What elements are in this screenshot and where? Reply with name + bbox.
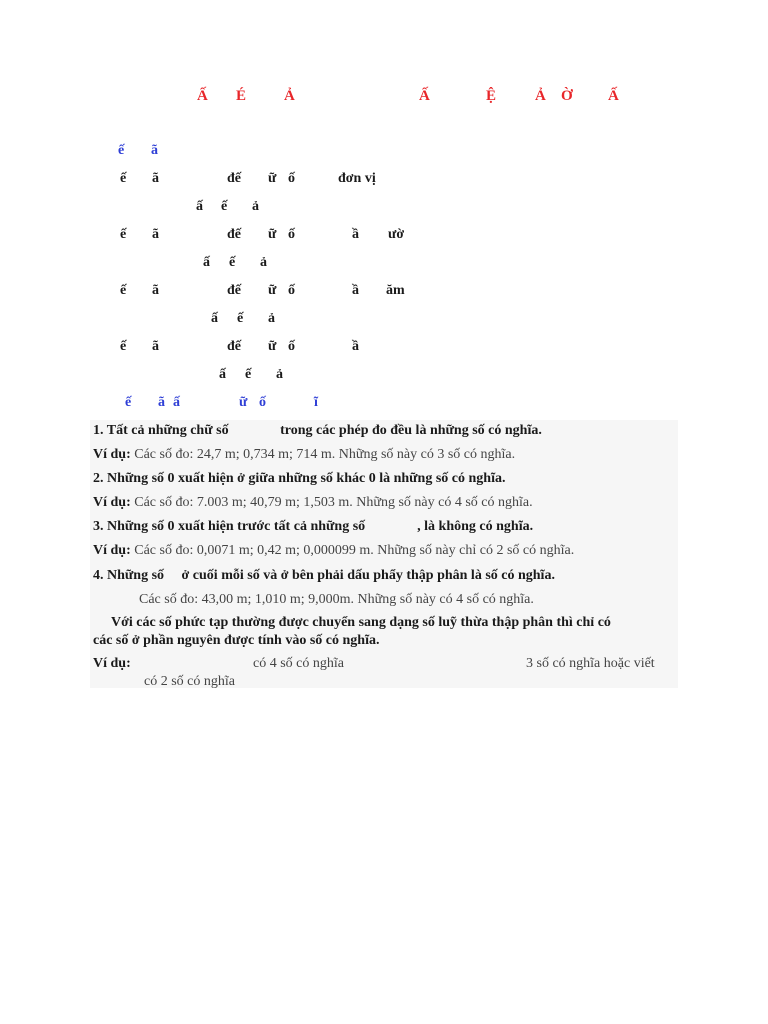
row-fragment: đế — [227, 227, 241, 242]
row-sub-fragment: ế — [229, 255, 236, 270]
rule-2-example — [93, 495, 533, 511]
rule-text: 2. Những số 0 xuất hiện ở giữa những số khác 0 là những số có nghĩa. — [93, 471, 506, 486]
row-fragment: ế — [120, 339, 127, 354]
title-fragment: Ả — [535, 88, 546, 104]
row-fragment: ữ — [268, 283, 277, 298]
row-fragment: ã — [152, 283, 159, 298]
row-fragment: ăm — [386, 283, 405, 298]
row-fragment: ã — [152, 339, 159, 354]
row-fragment: ầ — [352, 283, 359, 298]
row-fragment: ã — [152, 171, 159, 186]
row-sub-fragment: ả — [252, 199, 259, 214]
example-label: Ví dụ: — [93, 447, 131, 462]
row-fragment: đế — [227, 171, 241, 186]
row-sub-fragment: ả — [260, 255, 267, 270]
section-heading-fragment: ã — [158, 395, 165, 410]
section-heading-fragment: ữ — [239, 395, 248, 410]
last-example-b: 3 số có nghĩa hoặc viết — [526, 656, 655, 671]
row-fragment: ế — [120, 227, 127, 242]
paragraph-text: các số ở phần nguyên được tính vào số có nghĩa. — [93, 633, 380, 648]
row-fragment: ố — [288, 171, 295, 186]
row-fragment: ữ — [268, 339, 277, 354]
rule-text: 3. Những số 0 xuất hiện trước tất cả những số — [93, 519, 366, 534]
example-text: Các số đo: 0,0071 m; 0,42 m; 0,000099 m. Những số này chỉ có 2 số có nghĩa. — [134, 543, 575, 558]
paragraph-line-1 — [111, 615, 611, 631]
row-sub-fragment: ế — [245, 367, 252, 382]
paragraph-text: Với các số phức tạp thường được chuyển sang dạng số luỹ thừa thập phân thì chỉ có — [111, 615, 611, 630]
row-fragment: ế — [120, 283, 127, 298]
title-fragment: Ờ — [561, 88, 573, 104]
section-heading-fragment: ế — [125, 395, 132, 410]
row-fragment: ố — [288, 283, 295, 298]
row-fragment: đơn vị — [338, 171, 376, 186]
title-fragment: Ả — [284, 88, 295, 104]
row-fragment: ầ — [352, 227, 359, 242]
title-fragment: Ấ — [197, 88, 208, 104]
rule-2-title — [93, 471, 505, 487]
rule-1-title — [93, 423, 542, 439]
row-fragment: ố — [288, 227, 295, 242]
example-text: Các số đo: 7.003 m; 40,79 m; 1,503 m. Những số này có 4 số có nghĩa. — [134, 495, 533, 510]
section-heading-fragment: ĩ — [314, 395, 318, 410]
row-fragment: ế — [120, 171, 127, 186]
last-example-c: có 2 số có nghĩa — [144, 674, 235, 689]
row-fragment: ã — [152, 227, 159, 242]
rule-3-title — [93, 519, 533, 535]
rule-text: 1. Tất cả những chữ số — [93, 423, 229, 438]
example-text: Các số đo: 43,00 m; 1,010 m; 9,000m. Những số này có 4 số có nghĩa. — [139, 592, 534, 607]
row-fragment: đế — [227, 283, 241, 298]
example-text: Các số đo: 24,7 m; 0,734 m; 714 m. Những số này có 3 số có nghĩa. — [134, 447, 516, 462]
example-label: Ví dụ: — [93, 495, 131, 510]
example-label: Ví dụ: — [93, 656, 131, 671]
title-fragment: Ấ — [419, 88, 430, 104]
row-sub-fragment: ế — [237, 311, 244, 326]
example-label: Ví dụ: — [93, 543, 131, 558]
row-sub-fragment: ấ — [219, 367, 226, 382]
rule-text: ở cuối mỗi số và ở bên phải dấu phẩy thập phân là số có nghĩa. — [181, 568, 555, 583]
row-fragment: ố — [288, 339, 295, 354]
row-sub-fragment: ả — [268, 311, 275, 326]
row-sub-fragment: ả — [276, 367, 283, 382]
row-fragment: ữ — [268, 227, 277, 242]
section-heading-fragment: ã — [151, 143, 158, 158]
row-fragment: đế — [227, 339, 241, 354]
section-heading-fragment: ố — [259, 395, 266, 410]
row-sub-fragment: ấ — [196, 199, 203, 214]
row-fragment: ầ — [352, 339, 359, 354]
row-fragment: ườ — [388, 227, 405, 242]
row-sub-fragment: ấ — [203, 255, 210, 270]
rule-text: trong các phép đo đều là những số có nghĩa. — [280, 423, 542, 438]
rule-text: 4. Những số — [93, 568, 165, 583]
rule-1-example — [93, 447, 515, 463]
row-fragment: ữ — [268, 171, 277, 186]
section-heading-fragment: ế — [118, 143, 125, 158]
rule-4-example — [139, 592, 534, 608]
section-heading-fragment: ấ — [173, 395, 180, 410]
last-example-a: có 4 số có nghĩa — [253, 656, 344, 671]
last-example-label — [93, 656, 131, 672]
rule-4-title — [93, 568, 555, 584]
title-fragment: Ệ — [486, 88, 497, 104]
title-fragment: É — [236, 88, 247, 104]
row-sub-fragment: ấ — [211, 311, 218, 326]
row-sub-fragment: ế — [221, 199, 228, 214]
paragraph-line-2 — [93, 633, 379, 649]
title-fragment: Ấ — [608, 88, 619, 104]
rule-text: , là không có nghĩa. — [417, 519, 534, 534]
rule-3-example — [93, 543, 574, 559]
